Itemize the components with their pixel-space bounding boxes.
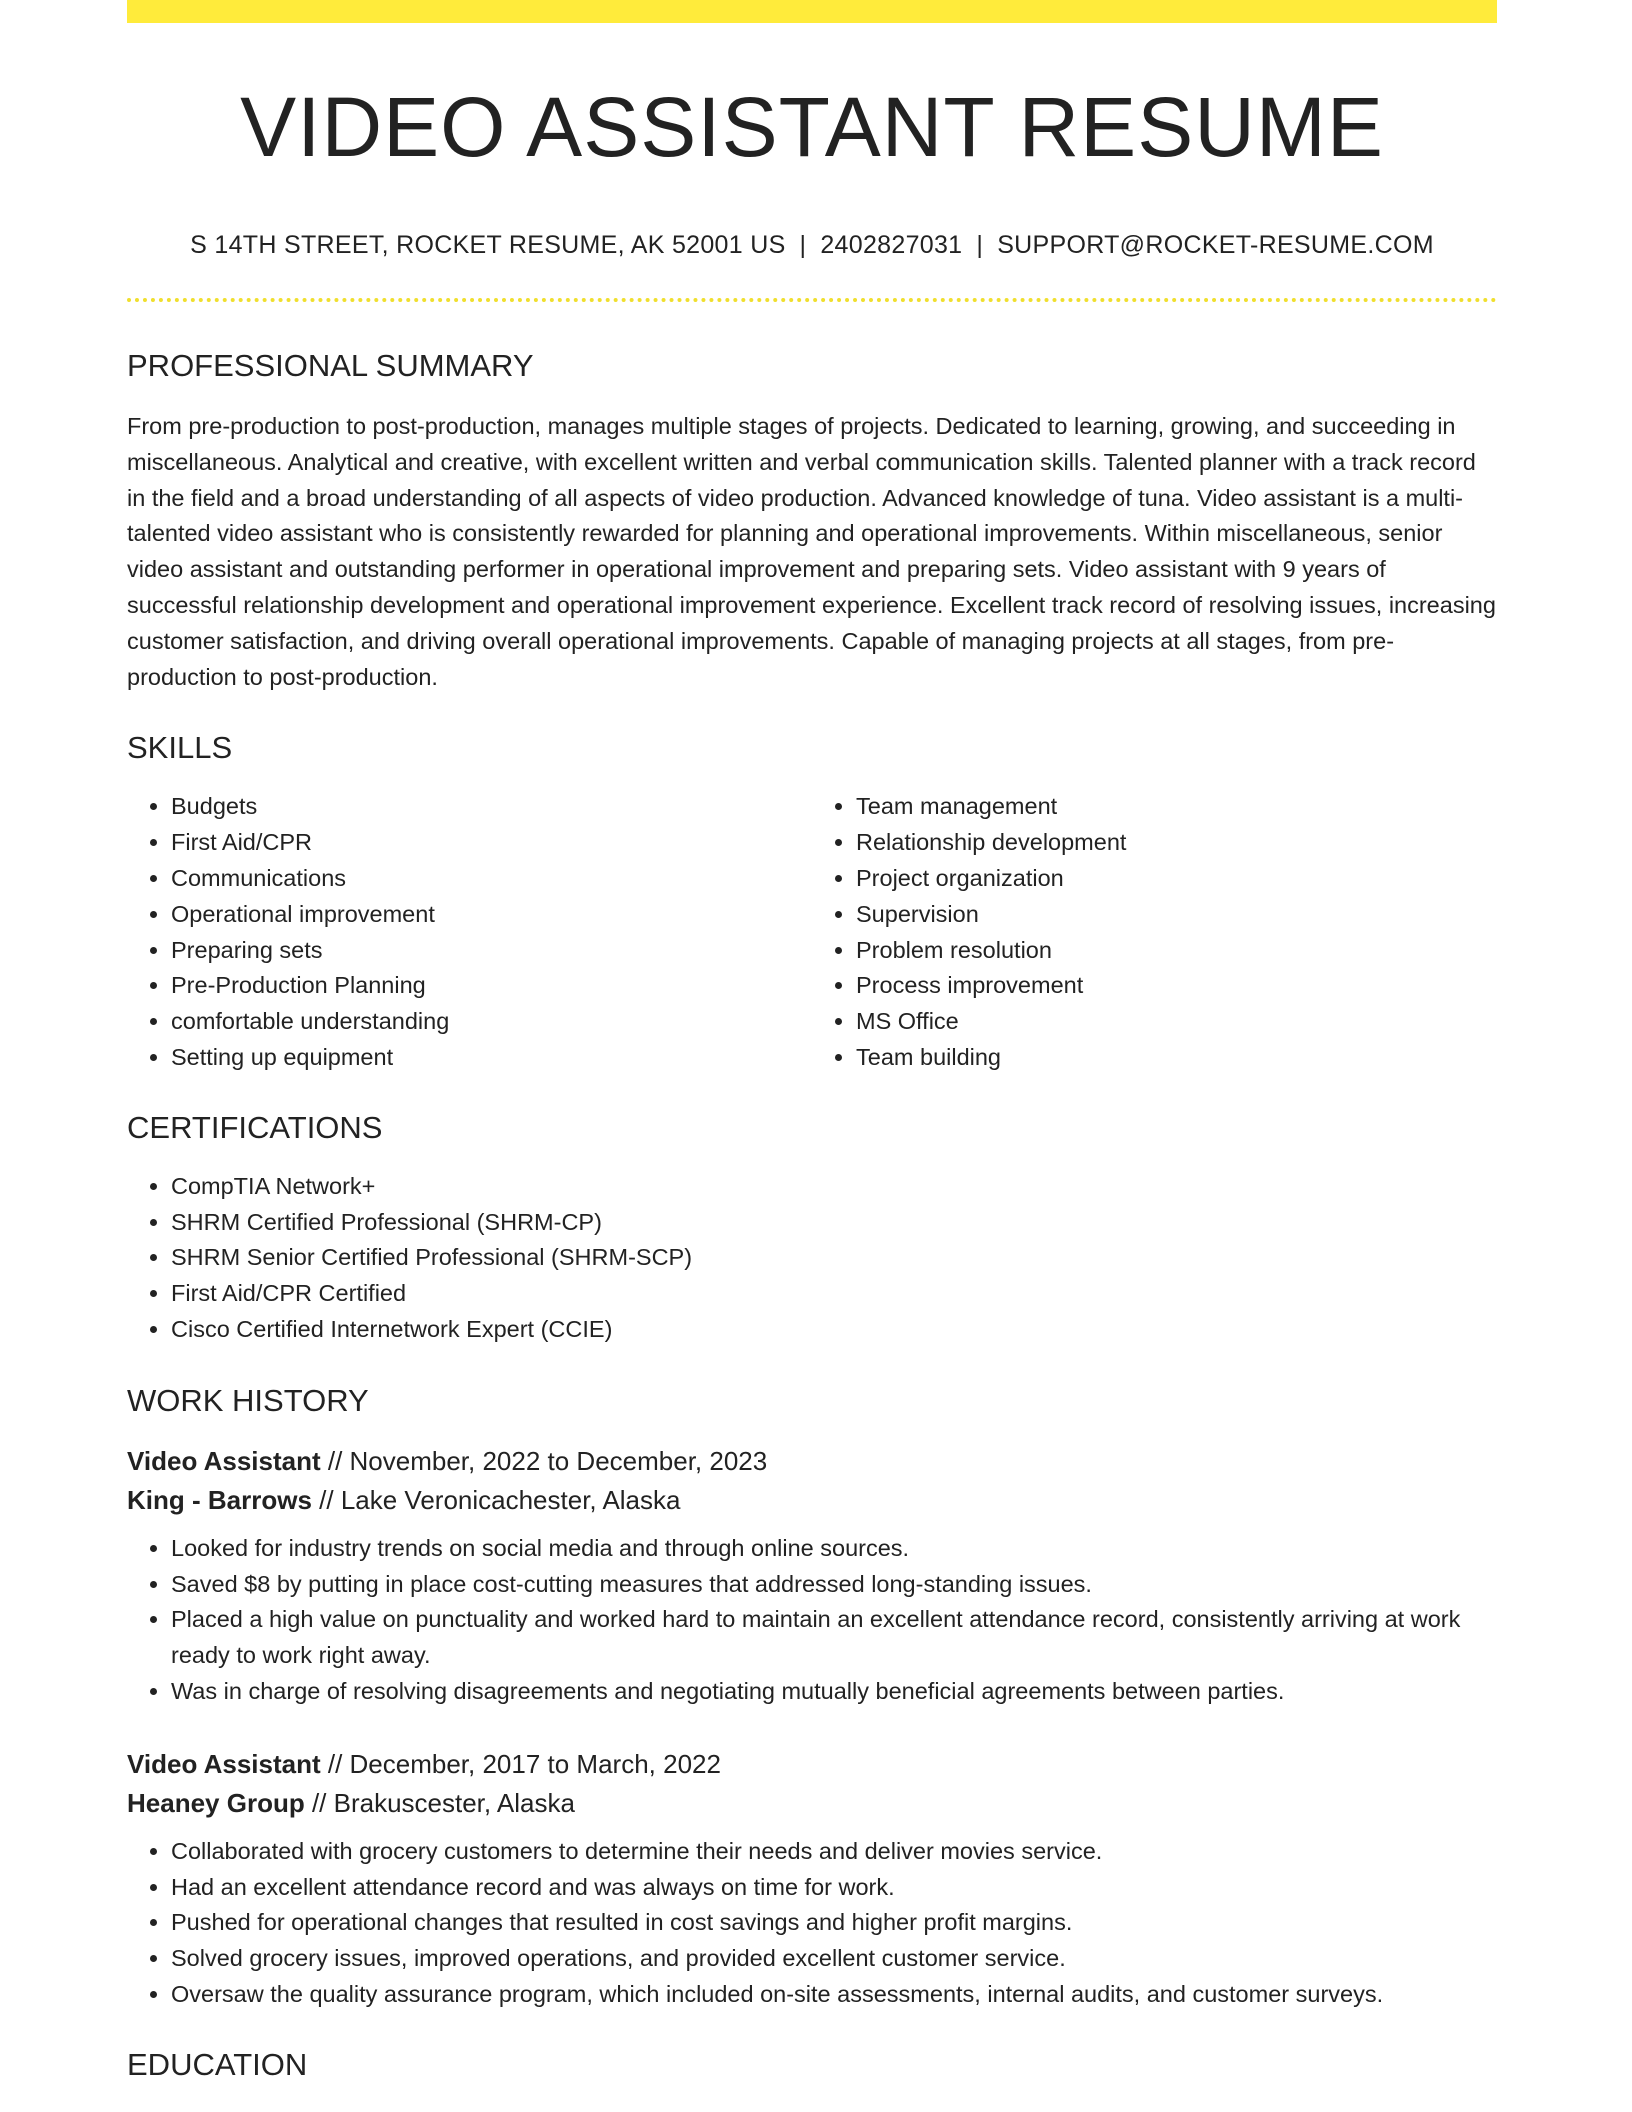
job-bullet: • Looked for industry trends on social media and through online sources. [171, 1531, 1497, 1567]
contact-phone: 2402827031 [820, 231, 963, 259]
resume-page [127, 0, 1497, 2080]
certifications-heading: CERTIFICATIONS [127, 1109, 383, 1145]
skill-item: • Team management [856, 789, 1497, 825]
skill-item: • Team building [856, 1040, 1497, 1076]
certification-item: • SHRM Certified Professional (SHRM-CP) [171, 1205, 1497, 1241]
skill-item: • Communications [171, 861, 812, 897]
summary-heading: PROFESSIONAL SUMMARY [127, 348, 534, 383]
job-bullet: • Placed a high value on punctuality and worked hard to maintain an excellent attendance record, consistently arriving at work ready to work right away. [171, 1602, 1497, 1674]
job-role: Video Assistant [127, 1748, 321, 1779]
job-role: Video Assistant [127, 1445, 321, 1476]
certification-item: • CompTIA Network+ [171, 1169, 1497, 1205]
job-dates: // November, 2022 to December, 2023 [320, 1445, 768, 1476]
top-accent-bar [127, 0, 1497, 23]
skill-item: • Pre-Production Planning [171, 968, 812, 1004]
certifications-list [127, 1169, 1497, 1348]
skill-item: • Process improvement [856, 968, 1497, 1004]
job-bullet: • Had an excellent attendance record and was always on time for work. [171, 1870, 1497, 1906]
job-entry [127, 1745, 1497, 2013]
job-bullet: • Solved grocery issues, improved operations, and provided excellent customer service. [171, 1941, 1497, 1977]
contact-address: S 14TH STREET, ROCKET RESUME, AK 52001 US [190, 231, 786, 259]
job-bullet: • Collaborated with grocery customers to determine their needs and deliver movies service. [171, 1834, 1497, 1870]
job-company-line [127, 1481, 1497, 1520]
job-bullets [127, 1531, 1497, 1710]
contact-separator: | [976, 231, 984, 259]
skill-item: • Relationship development [856, 825, 1497, 861]
skill-item: • comfortable understanding [171, 1004, 812, 1040]
skill-item: • Preparing sets [171, 933, 812, 969]
contact-email: SUPPORT@ROCKET-RESUME.COM [997, 231, 1434, 259]
skill-item: • Supervision [856, 897, 1497, 933]
education-heading: EDUCATION [127, 2046, 308, 2082]
work-history-heading: WORK HISTORY [127, 1382, 369, 1418]
dotted-divider [127, 298, 1497, 302]
skills-list-left [127, 789, 812, 1075]
skills-list-right [812, 789, 1497, 1075]
certification-item: • First Aid/CPR Certified [171, 1276, 1497, 1312]
skill-item: • MS Office [856, 1004, 1497, 1040]
job-bullet: • Oversaw the quality assurance program, which included on-site assessments, internal audits, and customer surveys. [171, 1977, 1497, 2013]
job-role-line [127, 1442, 1497, 1481]
job-bullets [127, 1834, 1497, 2013]
job-bullet: • Saved $8 by putting in place cost-cutting measures that addressed long-standing issues. [171, 1567, 1497, 1603]
job-bullet: • Pushed for operational changes that resulted in cost savings and higher profit margins. [171, 1905, 1497, 1941]
job-location: // Brakuscester, Alaska [304, 1787, 575, 1818]
job-company-line [127, 1784, 1497, 1823]
skills-heading: SKILLS [127, 730, 233, 766]
summary-text: From pre-production to post-production, manages multiple stages of projects. Dedicated to learning, growing, and succeeding in miscellaneous. Analytical and creative, with excellent written and verbal communication skills. Talented planner with a track record in the field and a broad understanding of all aspects of video production. Advanced knowledge of tuna. Video assistant is a multi-talented video assistant who is consistently rewarded for planning and operational improvements. Within miscellaneous, senior video assistant and outstanding performer in operational improvement and preparing sets. Video assistant with 9 years of successful relationship development and operational improvement experience. Excellent track record of resolving issues, increasing customer satisfaction, and driving overall operational improvements. Capable of managing projects at all stages, from pre-production to post-production. [127, 413, 1496, 690]
resume-title: VIDEO ASSISTANT RESUME [240, 80, 1384, 174]
job-location: // Lake Veronicachester, Alaska [311, 1484, 681, 1515]
job-bullet: • Was in charge of resolving disagreements and negotiating mutually beneficial agreements between parties. [171, 1674, 1497, 1710]
skill-item: • Project organization [856, 861, 1497, 897]
job-entry [127, 1442, 1497, 1710]
job-role-line [127, 1745, 1497, 1784]
skill-item: • Problem resolution [856, 933, 1497, 969]
skills-columns [127, 789, 1497, 1075]
certification-item: • Cisco Certified Internetwork Expert (CCIE) [171, 1312, 1497, 1348]
skill-item: • First Aid/CPR [171, 825, 812, 861]
contact-line [127, 231, 1497, 260]
contact-separator: | [799, 231, 807, 259]
certification-item: • SHRM Senior Certified Professional (SHRM-SCP) [171, 1240, 1497, 1276]
job-company: King - Barrows [127, 1484, 312, 1515]
job-company: Heaney Group [127, 1787, 305, 1818]
skill-item: • Operational improvement [171, 897, 812, 933]
skill-item: • Budgets [171, 789, 812, 825]
job-dates: // December, 2017 to March, 2022 [320, 1748, 721, 1779]
skill-item: • Setting up equipment [171, 1040, 812, 1076]
